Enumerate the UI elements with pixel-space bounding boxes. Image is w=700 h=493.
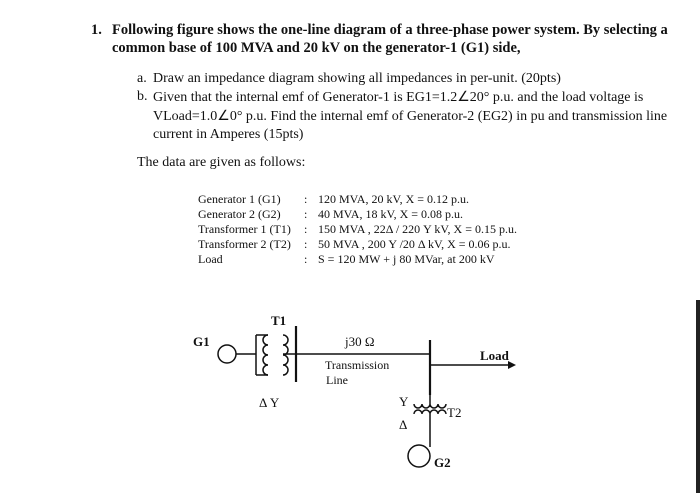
load-arrow-icon [508, 361, 516, 369]
data-row-g2-name: Generator 2 (G2) [198, 207, 281, 221]
problem-header-line1: Following figure shows the one-line diagram of a three-phase power system. By selecting a [112, 22, 668, 38]
data-row-g2-sep: : [304, 207, 308, 221]
problem-number: 1. [91, 22, 102, 38]
data-row-load-value: S = 120 MW + j 80 MVar, at 200 kV [318, 252, 495, 266]
data-row-load-sep: : [304, 252, 308, 266]
part-a-label: a. [137, 71, 147, 86]
data-row-g1-value: 120 MVA, 20 kV, X = 0.12 p.u. [318, 192, 470, 206]
data-row-g1-sep: : [304, 192, 308, 206]
t1-label: T1 [271, 313, 287, 328]
data-row-t1-value: 150 MVA , 22Δ / 220 Y kV, X = 0.15 p.u. [318, 222, 517, 236]
t2-label: T2 [447, 405, 462, 420]
part-b-line3: current in Amperes (15pts) [153, 127, 304, 142]
data-row-t1-sep: : [304, 222, 308, 236]
part-b-line2: VLoad=1.0∠0° p.u. Find the internal emf of Generator-2 (EG2) in pu and transmission line [153, 109, 668, 124]
g1-generator-symbol [218, 345, 236, 363]
part-b-line1: Given that the internal emf of Generator-1 is EG1=1.2∠20° p.u. and the load voltage is [153, 90, 644, 105]
line-impedance-label: j30 Ω [345, 334, 375, 349]
data-intro: The data are given as follows: [137, 155, 306, 170]
t2-y-label: Y [399, 394, 409, 409]
page-edge-shadow [696, 300, 700, 493]
t1-secondary-coil [283, 335, 288, 375]
data-row-t2-value: 50 MVA , 200 Y /20 Δ kV, X = 0.06 p.u. [318, 237, 511, 251]
part-b-label: b. [137, 89, 148, 104]
data-row-t2-sep: : [304, 237, 308, 251]
data-row-g2-value: 40 MVA, 18 kV, X = 0.08 p.u. [318, 207, 464, 221]
g1-label: G1 [193, 334, 210, 349]
t2-primary-coil [414, 404, 446, 408]
t2-secondary-coil [414, 410, 446, 414]
line-label-1: Transmission [325, 358, 390, 372]
data-row-t1-name: Transformer 1 (T1) [198, 222, 291, 236]
t1-connection-label: Δ Y [259, 395, 280, 410]
t2-delta-label: Δ [399, 417, 408, 432]
t1-primary-coil [263, 335, 268, 375]
g2-label: G2 [434, 455, 451, 470]
data-row-t2-name: Transformer 2 (T2) [198, 237, 291, 251]
load-label: Load [480, 348, 509, 363]
line-label-2: Line [326, 373, 348, 387]
data-row-g1-name: Generator 1 (G1) [198, 192, 281, 206]
data-row-load-name: Load [198, 252, 223, 266]
part-a-text: Draw an impedance diagram showing all impedances in per-unit. (20pts) [153, 71, 561, 86]
g2-generator-symbol [408, 445, 430, 467]
problem-header-line2: common base of 100 MVA and 20 kV on the generator-1 (G1) side, [112, 40, 521, 56]
